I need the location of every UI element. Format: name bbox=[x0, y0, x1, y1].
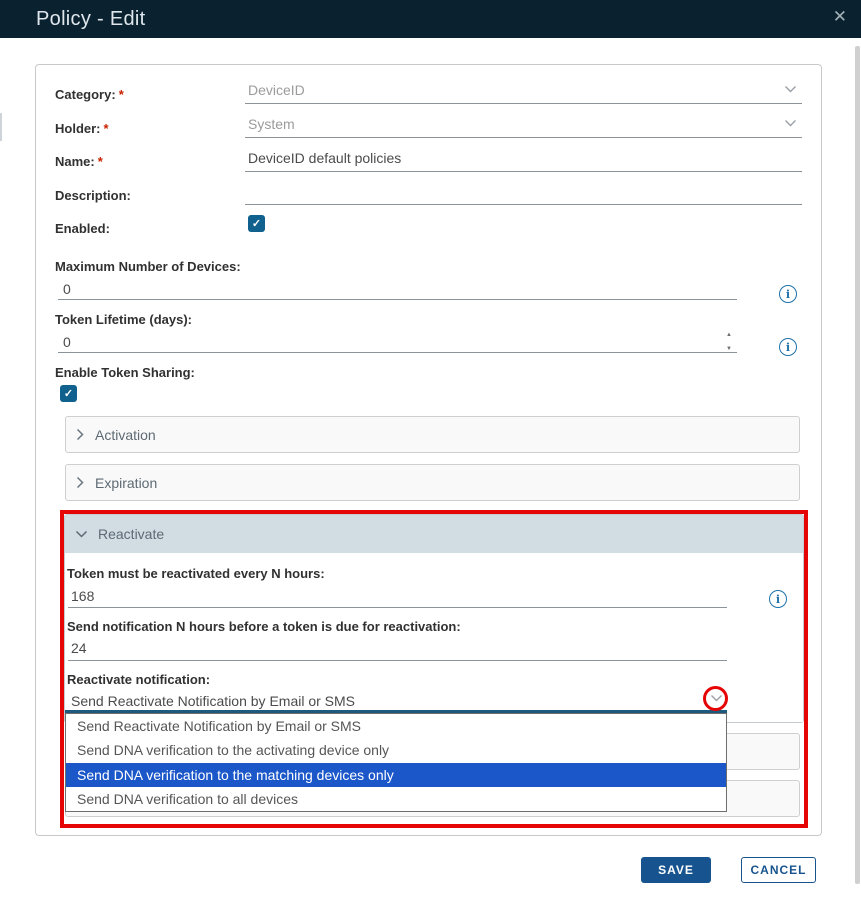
close-icon[interactable]: ✕ bbox=[832, 7, 847, 26]
holder-label: Holder: * bbox=[55, 121, 109, 136]
every-n-hours-underline bbox=[68, 607, 727, 608]
name-underline bbox=[245, 171, 802, 172]
max-devices-underline bbox=[58, 299, 737, 300]
check-icon: ✓ bbox=[63, 388, 74, 400]
cancel-button[interactable]: CANCEL bbox=[741, 857, 816, 883]
notify-before-label: Send notification N hours before a token is due for reactivation: bbox=[67, 619, 461, 634]
chevron-right-icon bbox=[76, 476, 85, 489]
token-lifetime-underline bbox=[58, 352, 737, 353]
name-label: Name: * bbox=[55, 154, 103, 169]
required-marker: * bbox=[103, 121, 109, 136]
accordion-activation[interactable] bbox=[65, 416, 800, 453]
category-label: Category: * bbox=[55, 87, 124, 102]
every-n-hours-input[interactable]: 168 bbox=[71, 588, 95, 604]
chevron-down-icon[interactable] bbox=[784, 119, 797, 128]
token-sharing-checkbox[interactable] bbox=[60, 385, 77, 402]
holder-underline bbox=[245, 137, 802, 138]
info-icon[interactable]: i bbox=[769, 590, 787, 608]
chevron-down-icon bbox=[75, 530, 88, 539]
dropdown-option[interactable]: Send DNA verification to all devices bbox=[77, 790, 298, 807]
category-underline bbox=[245, 103, 802, 104]
description-underline bbox=[245, 204, 802, 205]
reactivate-notification-dropdown bbox=[65, 713, 727, 812]
required-marker: * bbox=[97, 154, 103, 169]
chevron-down-icon[interactable] bbox=[710, 694, 723, 703]
max-devices-label: Maximum Number of Devices: bbox=[55, 259, 241, 274]
number-stepper[interactable] bbox=[722, 332, 736, 352]
accordion-label: Activation bbox=[95, 426, 156, 443]
info-icon[interactable]: i bbox=[779, 338, 797, 356]
notify-before-input[interactable]: 24 bbox=[71, 640, 87, 656]
background-page-fragment bbox=[0, 113, 2, 141]
stepper-down-icon[interactable]: ▼ bbox=[726, 346, 732, 352]
enabled-label: Enabled: bbox=[55, 221, 110, 236]
dropdown-option[interactable]: Send Reactivate Notification by Email or SMS bbox=[77, 718, 362, 735]
accordion-label: Reactivate bbox=[98, 526, 165, 542]
chevron-down-icon[interactable] bbox=[784, 85, 797, 94]
required-marker: * bbox=[118, 87, 124, 102]
vertical-scrollbar[interactable] bbox=[855, 46, 860, 884]
reactivate-notification-select-value[interactable]: Send Reactivate Notification by Email or SMS bbox=[71, 693, 356, 709]
accordion-label: Expiration bbox=[95, 474, 158, 491]
dropdown-option-highlighted[interactable]: Send DNA verification to the matching devices only bbox=[66, 763, 726, 787]
dialog-title: Policy - Edit bbox=[36, 7, 146, 30]
max-devices-input[interactable]: 0 bbox=[63, 281, 71, 297]
stepper-up-icon[interactable]: ▲ bbox=[726, 332, 732, 338]
token-lifetime-label: Token Lifetime (days): bbox=[55, 312, 193, 327]
dropdown-option[interactable]: Send DNA verification to the activating device only bbox=[77, 742, 390, 759]
token-lifetime-input[interactable]: 0 bbox=[63, 334, 71, 350]
chevron-right-icon bbox=[76, 428, 85, 441]
save-button[interactable]: SAVE bbox=[641, 857, 711, 883]
accordion-reactivate-header[interactable] bbox=[65, 515, 803, 553]
category-select-value[interactable]: DeviceID bbox=[248, 82, 305, 98]
dialog-header bbox=[0, 0, 861, 38]
reactivate-notification-label: Reactivate notification: bbox=[67, 672, 211, 687]
info-icon[interactable]: i bbox=[779, 285, 797, 303]
accordion-expiration[interactable] bbox=[65, 464, 800, 501]
name-input[interactable]: DeviceID default policies bbox=[248, 150, 402, 166]
check-icon: ✓ bbox=[251, 218, 262, 230]
every-n-hours-label: Token must be reactivated every N hours: bbox=[67, 566, 325, 581]
token-sharing-label: Enable Token Sharing: bbox=[55, 365, 195, 380]
holder-select-value[interactable]: System bbox=[248, 116, 295, 132]
description-label: Description: bbox=[55, 188, 131, 203]
notify-before-underline bbox=[68, 660, 727, 661]
enabled-checkbox[interactable] bbox=[248, 215, 265, 232]
